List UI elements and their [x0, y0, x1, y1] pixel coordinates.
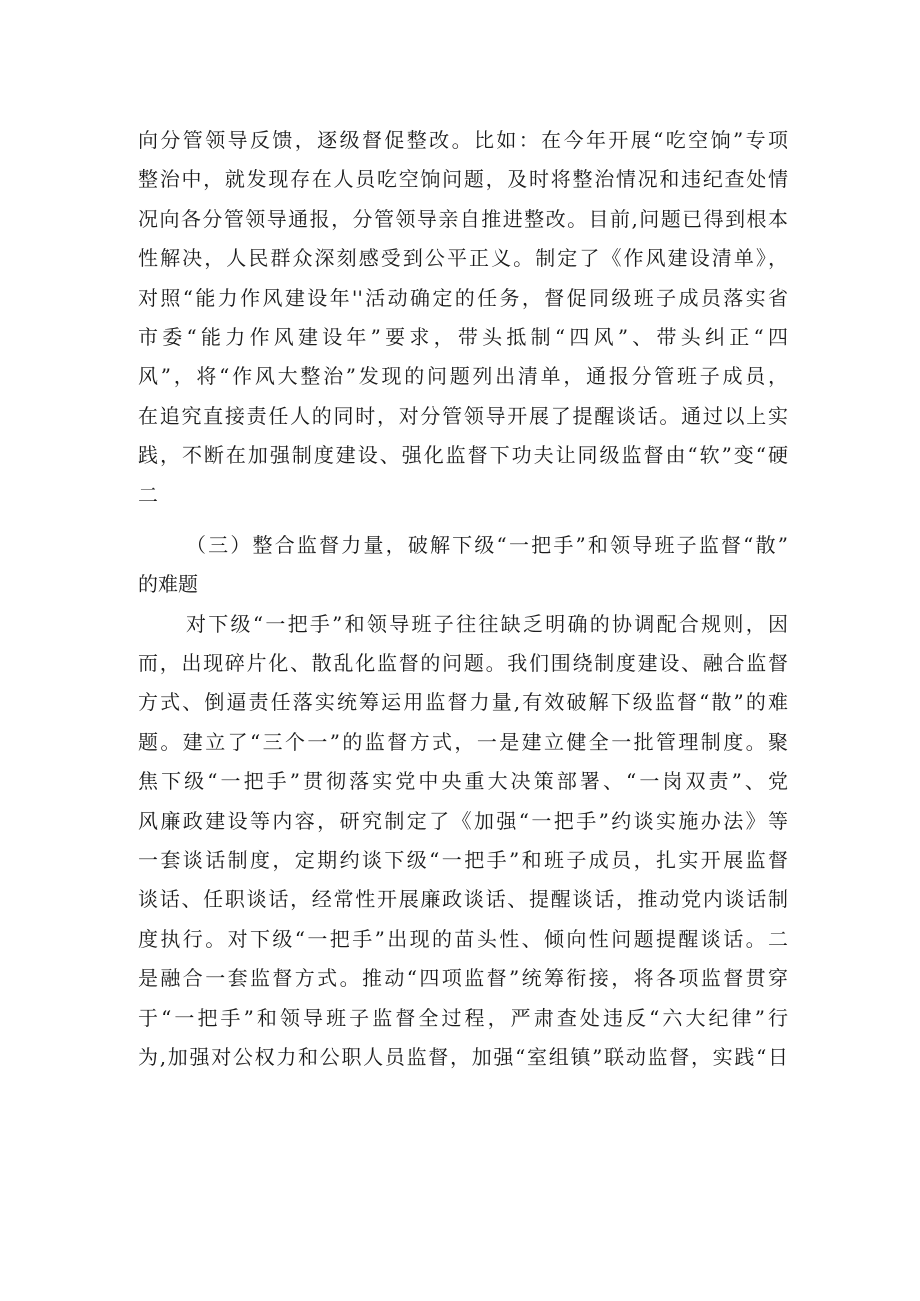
text-line: 市委“能力作风建设年”要求，带头抵制“四风”、带头纠正“四 [138, 324, 788, 349]
text-line: 风”，将“作风大整治”发现的问题列出清单，通报分管班子成员， [138, 364, 788, 389]
text-line: 焦下级“一把手”贯彻落实党中央重大决策部署、“一岗双责”、党 [138, 769, 788, 794]
text-line: 是融合一套监督方式。推动“四项监督”统筹衔接，将各项监督贯穿 [138, 966, 788, 991]
text-line: 向分管领导反馈，逐级督促整改。比如：在今年开展“吃空饷”专项 [138, 128, 788, 152]
document-body [138, 121, 788, 1077]
text-line: 谈话、任职谈话，经常性开展廉政谈话、提醒谈话，推动党内谈话制 [138, 887, 788, 912]
text-line: 而，出现碎片化、散乱化监督的问题。我们围绕制度建设、融合监督 [138, 651, 788, 676]
text-line: 于“一把手”和领导班子监督全过程，严肃查处违反“六大纪律”行 [138, 1005, 788, 1030]
text-line: 方式、倒逼责任落实统筹运用监督力量,有效破解下级监督“散”的难 [138, 690, 788, 715]
paragraph-rectification [138, 121, 788, 515]
text-line: 度执行。对下级“一把手”出现的苗头性、倾向性问题提醒谈话。二 [138, 926, 788, 951]
text-line: 一套谈话制度，定期约谈下级“一把手”和班子成员，扎实开展监督 [138, 848, 788, 873]
text-line: 题。建立了“三个一”的监督方式，一是建立健全一批管理制度。聚 [138, 729, 788, 754]
text-line: 对照“能力作风建设年''活动确定的任务，督促同级班子成员落实省 [138, 285, 788, 310]
text-line: 为,加强对公权力和公职人员监督，加强“室组镇”联动监督，实践“日 [138, 1044, 788, 1069]
heading-line: （三）整合监督力量，破解下级“一把手”和领导班子监督“散” [186, 532, 788, 557]
text-line: 二 [138, 482, 158, 507]
heading-line: 的难题 [138, 572, 198, 597]
text-line: 风廉政建设等内容，研究制定了《加强“一把手”约谈实施办法》等 [138, 808, 788, 833]
text-line: 践，不断在加强制度建设、强化监督下功夫让同级监督由“软”变“硬 [138, 443, 788, 468]
text-line: 性解决，人民群众深刻感受到公平正义。制定了《作风建设清单》， [138, 246, 788, 271]
section-heading [138, 526, 788, 605]
paragraph-supervision [138, 605, 788, 1078]
text-line: 况向各分管领导通报，分管领导亲自推进整改。目前,问题已得到根本 [138, 206, 788, 231]
text-line: 整治中，就发现存在人员吃空饷问题，及时将整治情况和违纪查处情 [138, 167, 788, 192]
text-line: 在追究直接责任人的同时，对分管领导开展了提醒谈话。通过以上实 [138, 403, 788, 428]
text-line: 对下级“一把手”和领导班子往往缺乏明确的协调配合规则，因 [186, 611, 788, 636]
